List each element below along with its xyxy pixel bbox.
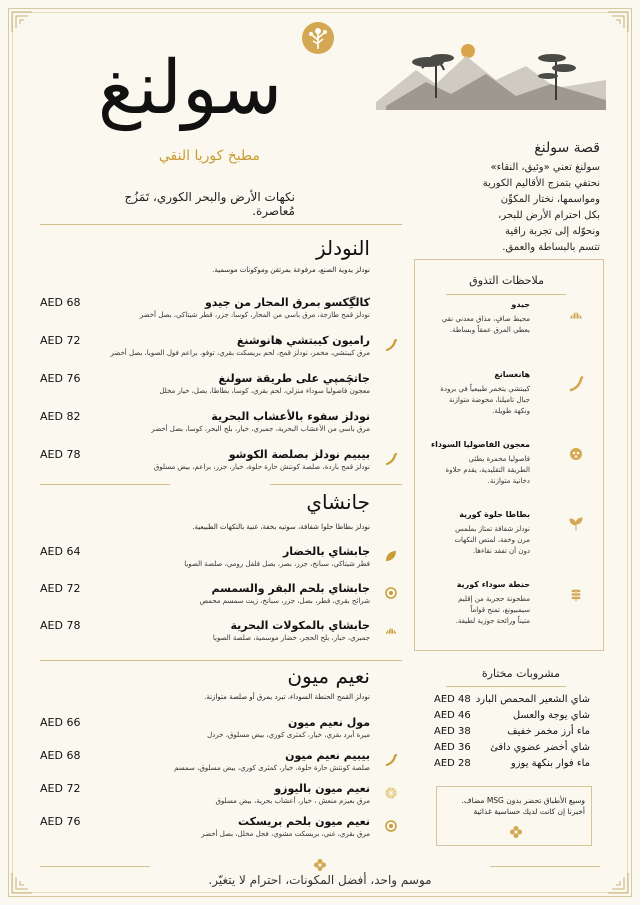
section-desc-naengmyeon: نودلز القمح الحنطة السوداء، تبرد بمرق أو صلصة متوازنة. bbox=[204, 693, 370, 701]
divider bbox=[40, 224, 402, 225]
menu-item-desc: نودلز قمح باردة، صلصة كونتش حارة حلوة، خيار، جزر، براعم، بيض مسلوق bbox=[153, 463, 370, 471]
tasting-note-line: ونكهة طويلة. bbox=[492, 407, 530, 415]
story-line: ومواسمها، نختار المكوِّن bbox=[500, 194, 600, 205]
shell-icon bbox=[384, 622, 398, 636]
tasting-note-title: بطاطا حلوة كورية bbox=[459, 510, 530, 519]
drink-price: AED 38 bbox=[434, 726, 471, 737]
dietary-note-box bbox=[436, 786, 592, 846]
drink-item bbox=[434, 726, 590, 740]
menu-item-desc: مرق بعيزم منعش ، خيار، أعشاب بحرية، بيض مسلوق bbox=[215, 797, 370, 805]
menu-item-name: بيبيم نودلز بصلصة الكوشو bbox=[228, 448, 370, 461]
menu-item-desc: معجون فاصوليا سوداء منزلي، لحم بقري، كوسا، بطاطا، بصل، خيار مخلل bbox=[159, 387, 370, 395]
tasting-note-line: الطريقة التقليدية، يقدم حلاوة bbox=[445, 466, 530, 474]
tasting-note-line: محيط صافٍ، مذاق معدني نقي bbox=[441, 315, 530, 323]
menu-item-price: AED 78 bbox=[40, 619, 81, 632]
corner-ornament-icon bbox=[10, 10, 34, 34]
story-line: بكل احترام الأرض للبحر، bbox=[498, 210, 600, 221]
menu-item-name: جابشاي بالخضار bbox=[282, 545, 370, 558]
corner-ornament-icon bbox=[606, 10, 630, 34]
tasting-note-line: فاصوليا مخمرة بطئي bbox=[468, 455, 530, 463]
drink-item bbox=[434, 694, 590, 708]
tasting-note-line: جبال تاميلنا، محوضة متوازنة bbox=[448, 396, 530, 404]
menu-item-name: نودلز سفوء بالأعشاب البحرية bbox=[211, 410, 370, 423]
story-title: قصة سولنغ bbox=[534, 140, 600, 156]
menu-item bbox=[40, 334, 370, 366]
drink-name: ماء فوار بنكهة يوزو bbox=[510, 758, 590, 769]
chili-icon bbox=[384, 451, 398, 465]
shell-icon bbox=[568, 306, 584, 322]
tasting-note-line: مرن وخفة، لمتص النكهات bbox=[454, 536, 530, 544]
section-desc-japchae: نودلز بطاطا حلوا شفافة، سوتيه بخفة، غنية بالنكهات الطبيعية. bbox=[192, 523, 370, 531]
tasting-note-desc bbox=[420, 314, 530, 336]
citrus-icon bbox=[384, 785, 398, 799]
menu-item bbox=[40, 815, 370, 847]
menu-item-desc: مرق كيبتشي، مخمر، نودلز قمح، لحم بريسكت بقري، توفو، براعم فول الصويا، بصل أخضر bbox=[110, 349, 370, 357]
tasting-notes-title: ملاحظات التذوق bbox=[469, 274, 544, 287]
tasting-note bbox=[420, 440, 592, 510]
menu-item-price: AED 68 bbox=[40, 296, 81, 309]
chili-icon bbox=[568, 376, 584, 392]
tasting-note-title: هانغسانغ bbox=[494, 370, 530, 379]
menu-item bbox=[40, 619, 370, 651]
menu-item-name: نعيم ميون باليوزو bbox=[274, 782, 370, 795]
corner-ornament-icon bbox=[10, 871, 34, 895]
divider bbox=[40, 484, 170, 485]
drink-name: شاي أخضر عضوي دافئ bbox=[490, 742, 590, 753]
section-title-noodles: النودلز bbox=[315, 236, 370, 260]
corner-ornament-icon bbox=[606, 871, 630, 895]
brand-subtitle: نكهات الأرض والبحر الكوري، تَمَزُج مُعاصرة. bbox=[124, 190, 295, 218]
divider bbox=[40, 866, 150, 867]
tasting-note-line: نودلز شفافة تمتاز بملمس bbox=[455, 525, 530, 533]
divider bbox=[446, 686, 566, 687]
sprout-icon bbox=[568, 516, 584, 532]
seed-icon bbox=[384, 585, 398, 599]
menu-item-desc: صلصة كونتش حارة حلوة، خيار، كمثرى كوري، بيض مسلوق، سمسم bbox=[174, 764, 370, 772]
divider bbox=[490, 866, 600, 867]
menu-item-price: AED 72 bbox=[40, 582, 81, 595]
tasting-note-title: حنطة سوداء كورية bbox=[456, 580, 530, 589]
tasting-note bbox=[420, 580, 592, 650]
tasting-note-line: دون أن تفقد نقاءها. bbox=[472, 547, 530, 555]
drink-price: AED 36 bbox=[434, 742, 471, 753]
menu-item-name: راميون كيبتشي هانوشنغ bbox=[236, 334, 370, 347]
drinks-title: مشروبات مختارة bbox=[481, 667, 560, 680]
tasting-note-line: متيناً ورائحة جوزية لطيفة. bbox=[455, 617, 530, 625]
divider bbox=[40, 660, 402, 661]
menu-item-desc: ميرة أبرد بقري، خيار، كمثرى كوري، بيض مسلوق، خردل bbox=[207, 731, 370, 739]
grain-icon bbox=[568, 586, 584, 602]
tasting-note-desc bbox=[420, 454, 530, 487]
chili-icon bbox=[384, 337, 398, 351]
tasting-note-desc bbox=[420, 384, 530, 417]
dietary-note-text bbox=[443, 795, 585, 817]
chili-icon bbox=[384, 752, 398, 766]
flower-icon bbox=[509, 825, 523, 839]
drink-item bbox=[434, 758, 590, 772]
menu-item bbox=[40, 296, 370, 328]
menu-item-price: AED 72 bbox=[40, 782, 81, 795]
menu-item-price: AED 72 bbox=[40, 334, 81, 347]
tasting-note-line: يعطي المرق عمقاً وبساطة. bbox=[449, 326, 530, 334]
tasting-note-line: مطحونة حجرية من إقليم bbox=[458, 595, 530, 603]
menu-item bbox=[40, 749, 370, 781]
section-title-japchae: جانشاي bbox=[306, 490, 370, 514]
drink-name: شاي الشعير المحمص البارد bbox=[475, 694, 590, 705]
menu-item-price: AED 68 bbox=[40, 749, 81, 762]
story-line: نحتفي بتمزج الأقاليم الكورية bbox=[482, 178, 600, 189]
menu-item-price: AED 76 bbox=[40, 372, 81, 385]
drink-price: AED 28 bbox=[434, 758, 471, 769]
dietary-note-line: أخبرنا إن كانت لديك حساسية غذائية bbox=[473, 807, 585, 816]
story-line: ونحوّله إلى تجربة راقية bbox=[504, 226, 600, 237]
menu-item-desc: نودلز قمح طازجة، مرق باسي من المحار، كوسا، جزر، قطر شيتاكي، بصل أخضر bbox=[139, 311, 370, 319]
menu-item-name: بيبيم نعيم ميون bbox=[285, 749, 370, 762]
divider bbox=[446, 294, 566, 295]
divider bbox=[270, 484, 402, 485]
brand-name: سولنغ bbox=[97, 45, 283, 131]
tasting-note-desc bbox=[420, 524, 530, 557]
menu-item bbox=[40, 782, 370, 814]
menu-item-name: نعيم ميون بلحم بريسكت bbox=[237, 815, 370, 828]
tasting-note-desc bbox=[420, 594, 530, 627]
tasting-note-title: معجون الفاصوليا السوداء bbox=[430, 440, 530, 449]
drink-name: شاي يوجة والعسل bbox=[512, 710, 590, 721]
dietary-note-line: وسيع الأطباق تحضر بدون MSG مضاف. bbox=[461, 796, 585, 805]
tasting-note-title: جيدو bbox=[511, 300, 530, 309]
menu-item-price: AED 66 bbox=[40, 716, 81, 729]
tasting-note bbox=[420, 510, 592, 580]
menu-item-desc: مرق بقري، غني، بريسكت مشوي، فجل مخلل، بصل أخضر bbox=[201, 830, 370, 838]
menu-item-name: جابشاي بلحم البقر والسمسم bbox=[211, 582, 370, 595]
menu-item-price: AED 76 bbox=[40, 815, 81, 828]
seed-icon bbox=[384, 818, 398, 832]
tasting-note bbox=[420, 300, 592, 370]
tasting-note bbox=[420, 370, 592, 440]
menu-item bbox=[40, 545, 370, 577]
drink-item bbox=[434, 710, 590, 724]
footer-motto: موسم واحد، أفضل المكونات، احترام لا يتغيّر. bbox=[208, 873, 432, 887]
tasting-note-line: سيمبيونغ، تمنح قواماً bbox=[470, 606, 530, 614]
drink-name: ماء أرز مخمر خفيف bbox=[507, 726, 590, 737]
menu-item bbox=[40, 582, 370, 614]
drink-price: AED 48 bbox=[434, 694, 471, 705]
menu-item-price: AED 82 bbox=[40, 410, 81, 423]
flower-icon bbox=[313, 858, 327, 872]
tasting-note-line: كيبتشي يتخمر طبيعياً في برودة bbox=[440, 385, 530, 393]
menu-item-name: كالگِكسو بمرق المحار من جيدو bbox=[204, 296, 370, 309]
menu-item bbox=[40, 372, 370, 404]
menu-item-desc: فطر شيتاكي، سبانخ، جزر، بصر، بصل فلفل رومي، صلصة الصويا bbox=[184, 560, 370, 568]
section-title-naengmyeon: نعيم ميون bbox=[287, 664, 370, 688]
menu-item bbox=[40, 410, 370, 442]
story-line: سولنغ تعني «وئيق، النقاء» bbox=[490, 162, 600, 173]
story-text bbox=[408, 160, 600, 256]
drink-item bbox=[434, 742, 590, 756]
story-line: تتسم بالبساطة والعمق. bbox=[502, 242, 600, 253]
menu-item-name: جاتچَمپي على طريقة سولنغ bbox=[218, 372, 370, 385]
menu-item bbox=[40, 716, 370, 748]
menu-item bbox=[40, 448, 370, 480]
section-desc-noodles: نودلز يدوية الصنع، مرفوعة بمرتقن وموكونات موسمية. bbox=[212, 266, 370, 274]
drink-price: AED 46 bbox=[434, 710, 471, 721]
tasting-note-line: دخانية متوازنة. bbox=[487, 477, 530, 485]
brand-tagline: مطبخ كوريا النقي bbox=[158, 148, 260, 164]
menu-item-desc: شرائح بقري، فطر، بصل، جزر، سبانخ، زيت سمسم محمص bbox=[199, 597, 370, 605]
menu-item-desc: مرق باسي من الأعشاب البحرية، جمبري، خيار، بلح البحر، كوسا، بصل أخضر bbox=[151, 425, 370, 433]
menu-item-price: AED 78 bbox=[40, 448, 81, 461]
mountain-landscape-icon bbox=[376, 40, 606, 110]
leaf-icon bbox=[384, 548, 398, 562]
menu-item-price: AED 64 bbox=[40, 545, 81, 558]
menu-item-desc: جمبري، حبار، بلح الحجر، خضار موسمية، صلصة الصويا bbox=[212, 634, 370, 642]
seed-icon bbox=[568, 446, 584, 462]
menu-item-name: مول نعيم ميون bbox=[288, 716, 370, 729]
menu-item-name: جابشاي بالمكولات البحرية bbox=[230, 619, 370, 632]
